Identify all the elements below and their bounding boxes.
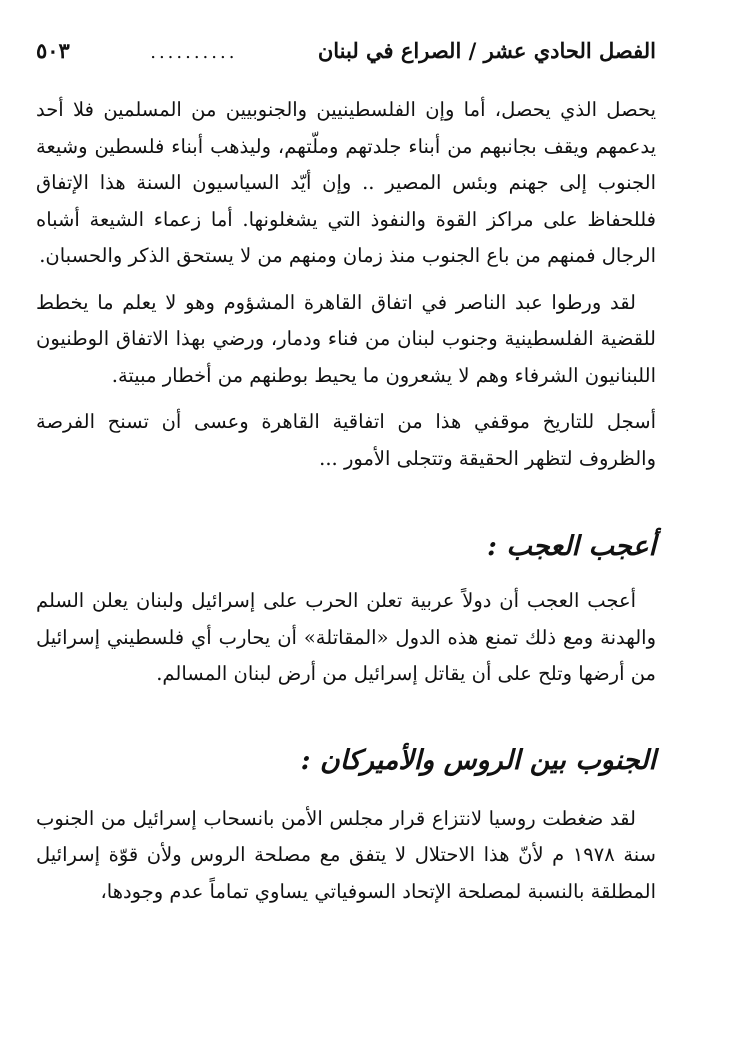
paragraph-1: يحصل الذي يحصل، أما وإن الفلسطينيين والجنوبيين من المسلمين فلا أحد يدعمهم ويقف بجانبهم من أبناء جلدتهم وملّتهم، وليذهب أبناء فلسطين وشيعة الجنوب إلى جهنم وبئس المصير .. وإن أيّد السياسيون السنة هذا الإتفاق فللحفاظ على مراكز القوة والنفوذ التي يشغلونها. أما زعماء الشيعة أشباه الرجال فمنهم من باع الجنوب منذ زمان ومنهم من لا يستحق الذكر والحسبان. [36,98,656,267]
paragraph-5: لقد ضغطت روسيا لانتزاع قرار مجلس الأمن بانسحاب إسرائيل من الجنوب سنة ١٩٧٨ م لأنّ هذا الاحتلال لا يتفق مع مصلحة الروس ولأن قوّة إسرائيل المطلقة بالنسبة لمصلحة الإتحاد السوفياتي يساوي تماماً عدم وجودها، [36,806,656,903]
paragraph-4: أعجب العجب أن دولاً عربية تعلن الحرب على إسرائيل ولبنان يعلن السلم والهدنة ومع ذلك تمنع هذه الدول «المقاتلة» أن يحارب أي فلسطيني إسرائيل من أرضها وتلح على أن يقاتل إسرائيل من أرض لبنان المسالم. [36,589,656,685]
chapter-title: الفصل الحادي عشر / الصراع في لبنان [317,38,656,63]
running-header [36,38,656,72]
section-heading-south: الجنوب بين الروس والأميركان : [300,744,656,776]
header-dot-leader: .......... [150,42,238,63]
paragraph-2: لقد ورطوا عبد الناصر في اتفاق القاهرة المشؤوم وهو لا يعلم ما يخطط للقضية الفلسطينية وجنوب لبنان من فناء ودمار، ورضي بهذا الاتفاق الوطنيون اللبنانيون الشرفاء وهم لا يشعرون ما يحيط بوطنهم من أخطار مبيتة. [36,290,656,387]
page-number: ٥٠٣ [36,38,70,63]
section-heading-astonishing: أعجب العجب : [486,531,656,562]
paragraph-3: أسجل للتاريخ موقفي هذا من اتفاقية القاهرة وعسى أن تسنح الفرصة والظروف لتظهر الحقيقة وتتجلى الأمور ... [36,410,656,470]
book-page [36,0,656,1053]
body-text [36,92,656,920]
